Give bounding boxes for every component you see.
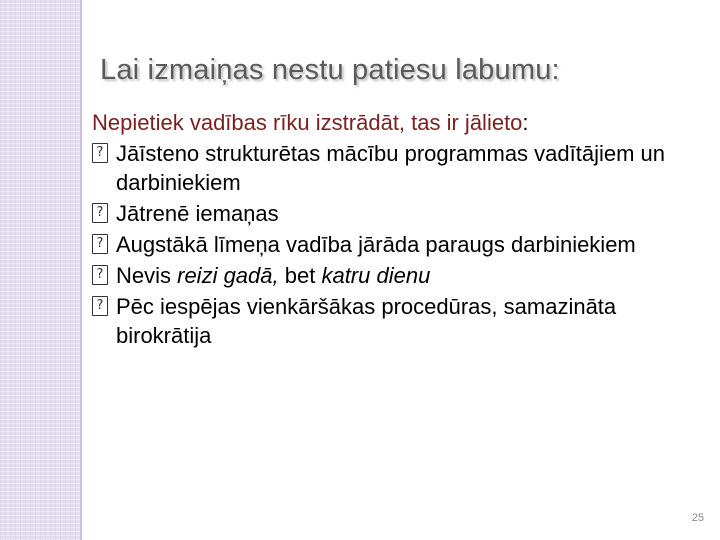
bullet-text	[116, 201, 279, 226]
bullet-item	[92, 230, 702, 259]
bullet-text-italic: katru dienu	[321, 263, 431, 288]
intro-text: Nepietiek vadības rīku izstrādāt, tas ir jālieto	[92, 110, 523, 135]
slide-title: Lai izmaiņas nestu patiesu labumu:	[100, 54, 560, 86]
bullet-item	[92, 199, 702, 228]
side-divider	[80, 0, 82, 540]
missing-glyph-bullet-icon	[92, 234, 108, 254]
bullet-text	[116, 263, 430, 288]
missing-glyph-bullet-icon	[92, 265, 108, 285]
slide-number: 25	[691, 512, 704, 524]
bullet-item	[92, 292, 702, 350]
decorative-side-band	[0, 0, 80, 540]
bullet-text	[116, 294, 616, 348]
bullet-text	[116, 141, 665, 195]
bullet-text-part: Pēc iespējas vienkāršākas procedūras, samazināta birokrātija	[116, 294, 617, 348]
intro-line	[92, 108, 702, 137]
bullet-text-part: Jāīsteno strukturētas mācību programmas vadītājiem un darbiniekiem	[116, 141, 666, 195]
bullet-list	[92, 139, 702, 350]
bullet-text-part: Nevis	[116, 263, 178, 288]
bullet-text-part: Augstākā līmeņa vadība jārāda paraugs darbiniekiem	[116, 232, 636, 257]
slide-content	[92, 108, 702, 352]
missing-glyph-bullet-icon	[92, 203, 108, 223]
bullet-item	[92, 261, 702, 290]
bullet-text	[116, 232, 636, 257]
missing-glyph-bullet-icon	[92, 296, 108, 316]
bullet-text-part: bet	[278, 263, 322, 288]
bullet-text-italic: reizi gadā,	[177, 263, 279, 288]
bullet-item	[92, 139, 702, 197]
missing-glyph-bullet-icon	[92, 143, 108, 163]
bullet-text-part: Jātrenē iemaņas	[116, 201, 279, 226]
intro-colon: :	[522, 110, 529, 135]
